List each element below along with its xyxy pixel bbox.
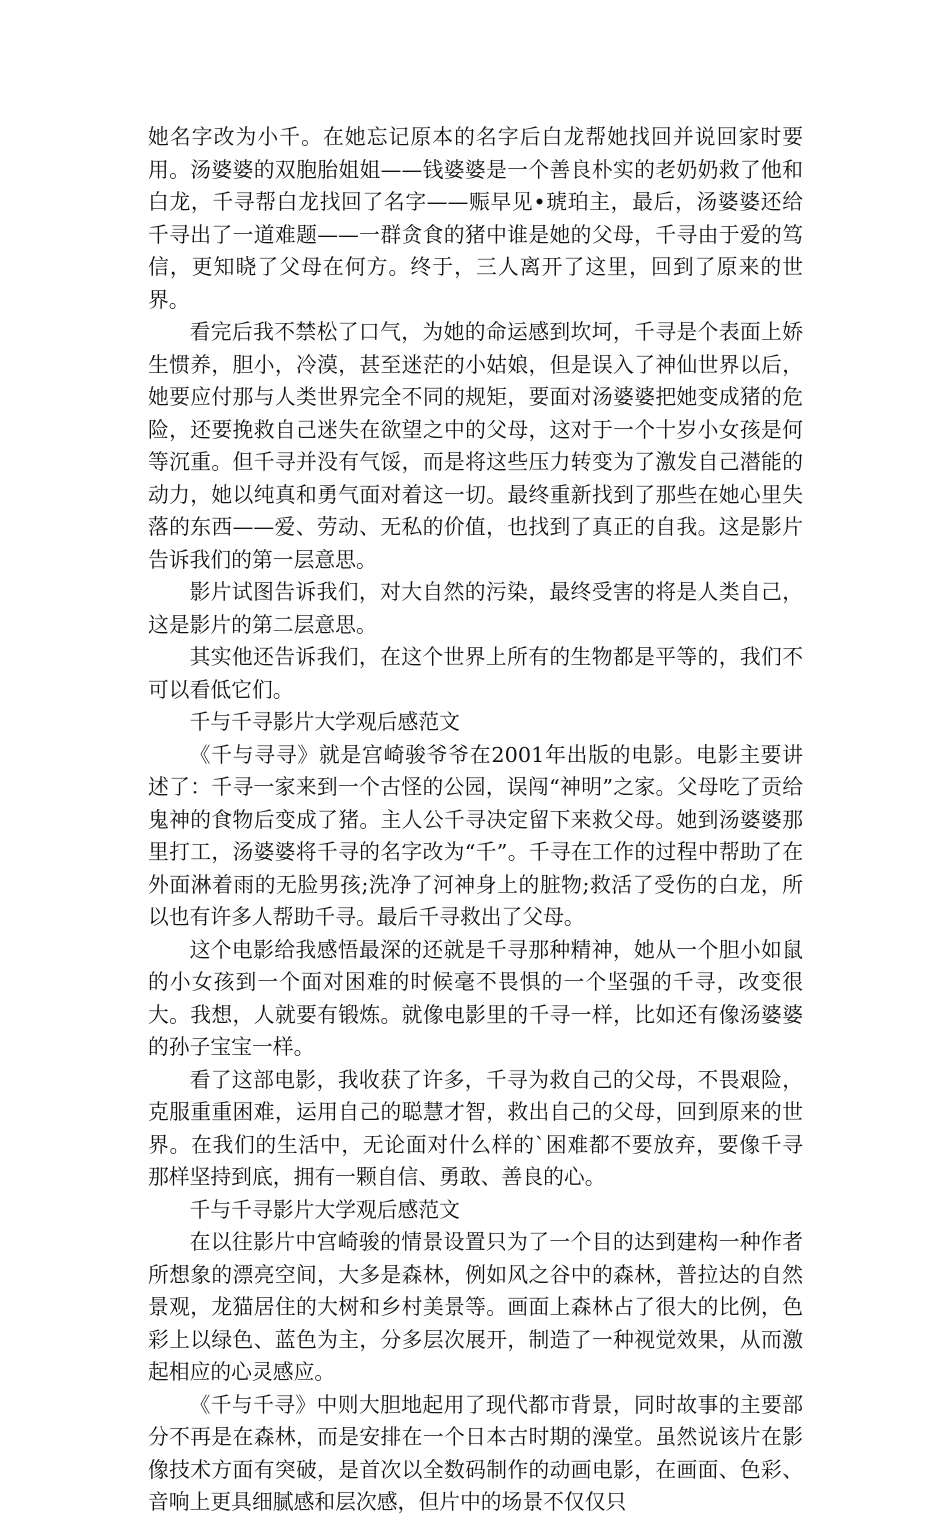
document-body xyxy=(148,121,803,1519)
paragraph: 这个电影给我感悟最深的还就是千寻那种精神，她从一个胆小如鼠的小女孩到一个面对困难的时候毫不畏惧的一个坚强的千寻，改变很大。我想，人就要有锻炼。就像电影里的千寻一样，比如还有像汤婆婆的孙子宝宝一样。 xyxy=(148,937,803,1059)
section-heading: 千与千寻影片大学观后感范文 xyxy=(189,1197,460,1222)
paragraph: 看完后我不禁松了口气，为她的命运感到坎坷，千寻是个表面上娇生惯养，胆小，冷漠，甚至迷茫的小姑娘，但是误入了神仙世界以后，她要应付那与人类世界完全不同的规矩，要面对汤婆婆把她变成猪的危险，还要挽救自己迷失在欲望之中的父母，这对于一个十岁小女孩是何等沉重。但千寻并没有气馁，而是将这些压力转变为了激发自己潜能的动力，她以纯真和勇气面对着这一切。最终重新找到了那些在她心里失落的东西——爱、劳动、无私的价值，也找到了真正的自我。这是影片告诉我们的第一层意思。 xyxy=(148,320,803,572)
section-heading: 千与千寻影片大学观后感范文 xyxy=(189,710,460,734)
paragraph: 影片试图告诉我们，对大自然的污染，最终受害的将是人类自己，这是影片的第二层意思。 xyxy=(148,580,803,637)
paragraph-continued: 她名字改为小千。在她忘记原本的名字后白龙帮她找回并说回家时要用。汤婆婆的双胞胎姐姐——钱婆婆是一个善良朴实的老奶奶救了他和白龙，千寻帮白龙找回了名字——赈早见•琥珀主，最后，汤婆婆还给千寻出了一道难题——一群贪食的猪中谁是她的父母，千寻由于爱的笃信，更知晓了父母在何方。终于，三人离开了这里，回到了原来的世界。 xyxy=(148,125,803,312)
paragraph: 看了这部电影，我收获了许多，千寻为救自己的父母，不畏艰险，克服重重困难，运用自己的聪慧才智，救出自己的父母，回到原来的世界。在我们的生活中，无论面对什么样的`困难都不要放弃，要像千寻那样坚持到底，拥有一颗自信、勇敢、善良的心。 xyxy=(148,1067,803,1189)
paragraph: 《千与千寻》中则大胆地起用了现代都市背景，同时故事的主要部分不再是在森林，而是安排在一个日本古时期的澡堂。虽然说该片在影像技术方面有突破，是首次以全数码制作的动画电影，在画面、色彩、音响上更具细腻感和层次感，但片中的场景不仅仅只 xyxy=(148,1392,803,1514)
paragraph: 《千与寻寻》就是宫崎骏爷爷在2001年出版的电影。电影主要讲述了：千寻一家来到一个古怪的公园，误闯“神明”之家。父母吃了贡给鬼神的食物后变成了猪。主人公千寻决定留下来救父母。她到汤婆婆那里打工，汤婆婆将千寻的名字改为“千”。千寻在工作的过程中帮助了在外面淋着雨的无脸男孩;洗净了河神身上的脏物;救活了受伤的白龙，所以也有许多人帮助千寻。最后千寻救出了父母。 xyxy=(148,742,803,929)
paragraph: 在以往影片中宫崎骏的情景设置只为了一个目的达到建构一种作者所想象的漂亮空间，大多是森林，例如风之谷中的森林，普拉达的自然景观，龙猫居住的大树和乡村美景等。画面上森林占了很大的比例，色彩上以绿色、蓝色为主，分多层次展开，制造了一种视觉效果，从而激起相应的心灵感应。 xyxy=(148,1230,803,1384)
paragraph: 其实他还告诉我们，在这个世界上所有的生物都是平等的，我们不可以看低它们。 xyxy=(148,645,803,702)
